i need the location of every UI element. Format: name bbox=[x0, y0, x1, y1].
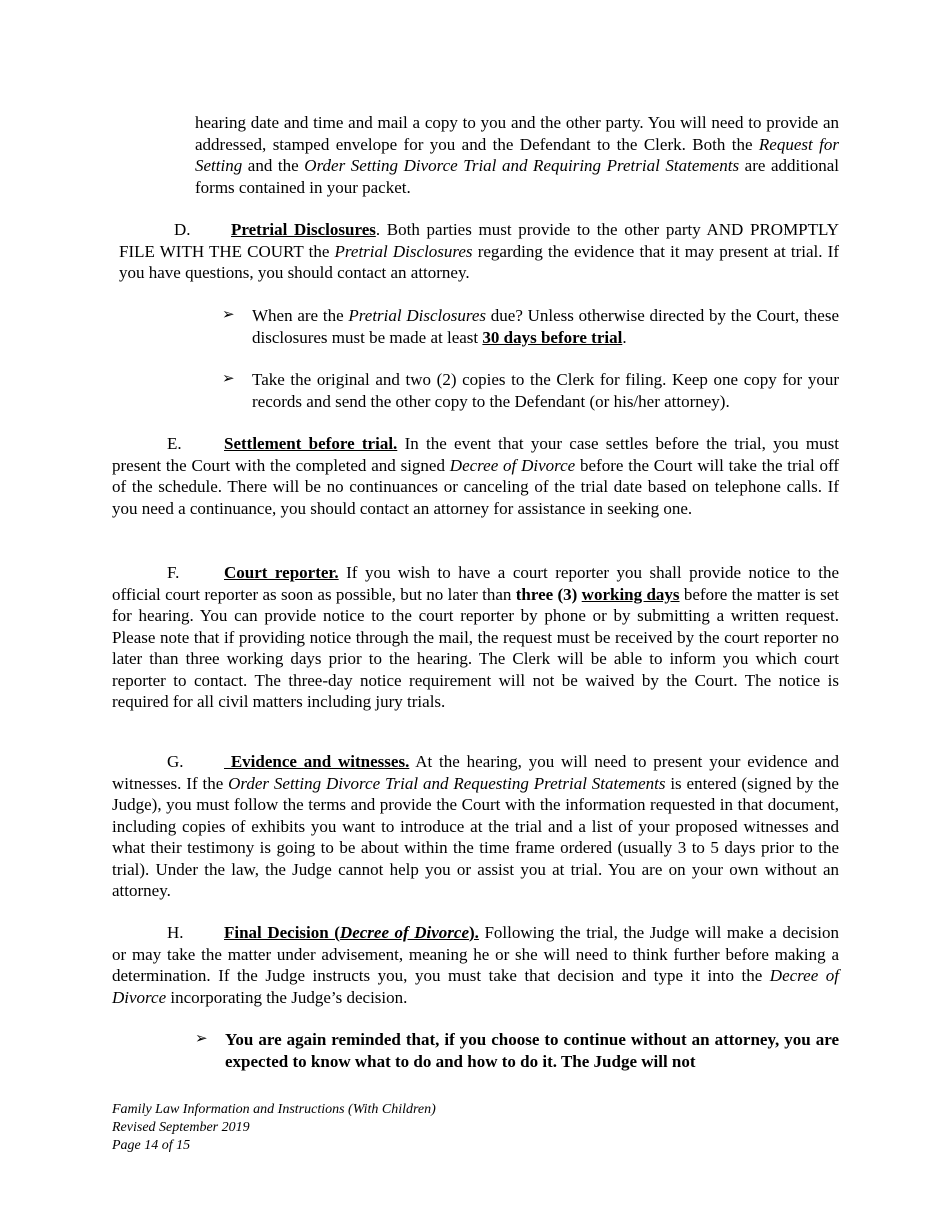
reminder-bullet bbox=[195, 1029, 839, 1072]
section-h-text-1: Following the trial, the Judge will make a decision or may take the matter under advisement, meaning he or she will need to think further before making a determination. If the Judge instructs you, you must take that decision and type it into the bbox=[112, 923, 839, 985]
continuation-paragraph bbox=[195, 112, 839, 198]
section-d-bullet-2-text: Take the original and two (2) copies to the Clerk for filing. Keep one copy for your records and send the other copy to the Defendant (or his/her attorney). bbox=[252, 370, 839, 411]
section-f-text-1: If you wish to have a court reporter you shall provide notice to the official court reporter as soon as possible, but no later than bbox=[112, 563, 839, 604]
section-d-heading: Pretrial Disclosures bbox=[231, 220, 376, 239]
section-h-paragraph bbox=[112, 922, 839, 1008]
reminder-bullet-text: You are again reminded that, if you choose to continue without an attorney, you are expected to know what to do and how to do it. The Judge will not bbox=[225, 1030, 839, 1071]
form-name-request-for-setting: Request for Setting bbox=[195, 134, 839, 175]
section-g-paragraph bbox=[112, 751, 839, 902]
section-f-heading: Court reporter. bbox=[224, 563, 339, 582]
section-d-text-1: . Both parties must provide to the other party AND PROMPTLY FILE WITH THE COURT the bbox=[119, 220, 839, 261]
section-h-text-2: incorporating the Judge’s decision. bbox=[166, 987, 408, 1007]
section-f-bold-deadline: three (3) bbox=[515, 584, 582, 604]
bullet-1-deadline: 30 days before trial bbox=[482, 327, 623, 347]
section-f-working-days: working days bbox=[581, 584, 680, 604]
section-d-letter: D. bbox=[174, 220, 191, 239]
section-e-text-1: In the event that your case settles before the trial, you must present the Court with the completed and signed bbox=[112, 434, 839, 475]
continuation-text-2: and the bbox=[242, 156, 305, 175]
bullet-1-text-3: . bbox=[622, 327, 627, 347]
section-e-letter: E. bbox=[167, 434, 182, 453]
section-d-paragraph bbox=[119, 219, 839, 284]
section-g-text-2: is entered (signed by the Judge), you must follow the terms and provide the Court with the information requested in that document, including copies of exhibits you want to introduce at the trial and a list of your proposed witnesses and what their testimony is going to be about within the time frame ordered (usually 3 to 5 days prior to the trial). Under the law, the Judge cannot help you or assist you at trial. You are on your own without an attorney. bbox=[112, 773, 839, 900]
footer-document-title: Family Law Information and Instructions (With Children) bbox=[112, 1102, 436, 1117]
section-f-letter: F. bbox=[167, 563, 180, 582]
section-d-bullet-1-text bbox=[252, 305, 839, 348]
arrow-bullet-icon: ➢ bbox=[222, 307, 235, 323]
bullet-1-form-name: Pretrial Disclosures bbox=[348, 306, 487, 325]
section-e-paragraph bbox=[112, 433, 839, 519]
page-footer bbox=[112, 1101, 436, 1155]
section-e-heading: Settlement before trial. bbox=[224, 434, 398, 453]
section-g-heading: Evidence and witnesses. bbox=[224, 752, 410, 771]
continuation-text-1: hearing date and time and mail a copy to you and the other party. You will need to provide an addressed, stamped envelope for you and the Defendant to the Clerk. Both the bbox=[195, 113, 839, 154]
bullet-1-text-2: due? Unless otherwise directed by the Court, these disclosures must be made at least bbox=[252, 306, 839, 347]
section-g-form-name: Order Setting Divorce Trial and Requesting Pretrial Statements bbox=[228, 773, 666, 793]
section-f-paragraph bbox=[112, 562, 839, 713]
section-e-form-name: Decree of Divorce bbox=[449, 455, 576, 475]
section-h-heading-form: Decree of Divorce bbox=[339, 923, 469, 942]
section-h-heading-b: ). bbox=[469, 923, 479, 942]
section-f-text-2: before the matter is set for hearing. You can provide notice to the court reporter by phone or by submitting a written request. Please note that if providing notice through the mail, the request must be received by the court reporter no later than three working days prior to the hearing. The Clerk will be able to inform you which court reporter to contact. The three-day notice requirement will not be waived by the Court. The notice is required for all civil matters including jury trials. bbox=[112, 584, 840, 711]
section-d-text-2: regarding the evidence that it may present at trial. If you have questions, you should contact an attorney. bbox=[119, 241, 839, 282]
section-d-bullet-2 bbox=[222, 369, 839, 412]
footer-revision-date: Revised September 2019 bbox=[112, 1120, 250, 1135]
arrow-bullet-icon: ➢ bbox=[222, 371, 235, 387]
section-h-heading bbox=[224, 923, 479, 942]
section-d-bullet-1 bbox=[222, 305, 839, 348]
section-e-text-2: before the Court will take the trial off of the schedule. There will be no continuances or canceling of the trial date based on telephone calls. If you need a continuance, you should contact an attorney for assistance in seeking one. bbox=[112, 455, 840, 518]
footer-page-number: Page 14 of 15 bbox=[112, 1138, 191, 1153]
section-h-form-name: Decree of Divorce bbox=[112, 966, 839, 1007]
section-d-form-name: Pretrial Disclosures bbox=[334, 241, 473, 261]
continuation-text-3: are additional forms contained in your packet. bbox=[195, 156, 839, 197]
section-h-heading-a: Final Decision ( bbox=[224, 923, 340, 942]
section-h-letter: H. bbox=[167, 923, 184, 942]
section-g-letter: G. bbox=[167, 752, 184, 771]
bullet-1-text-1: When are the bbox=[252, 306, 349, 325]
arrow-bullet-icon: ➢ bbox=[195, 1031, 208, 1047]
form-name-order-setting-trial: Order Setting Divorce Trial and Requiring Pretrial Statements bbox=[304, 156, 740, 175]
section-g-text-1: At the hearing, you will need to present your evidence and witnesses. If the bbox=[112, 752, 839, 793]
